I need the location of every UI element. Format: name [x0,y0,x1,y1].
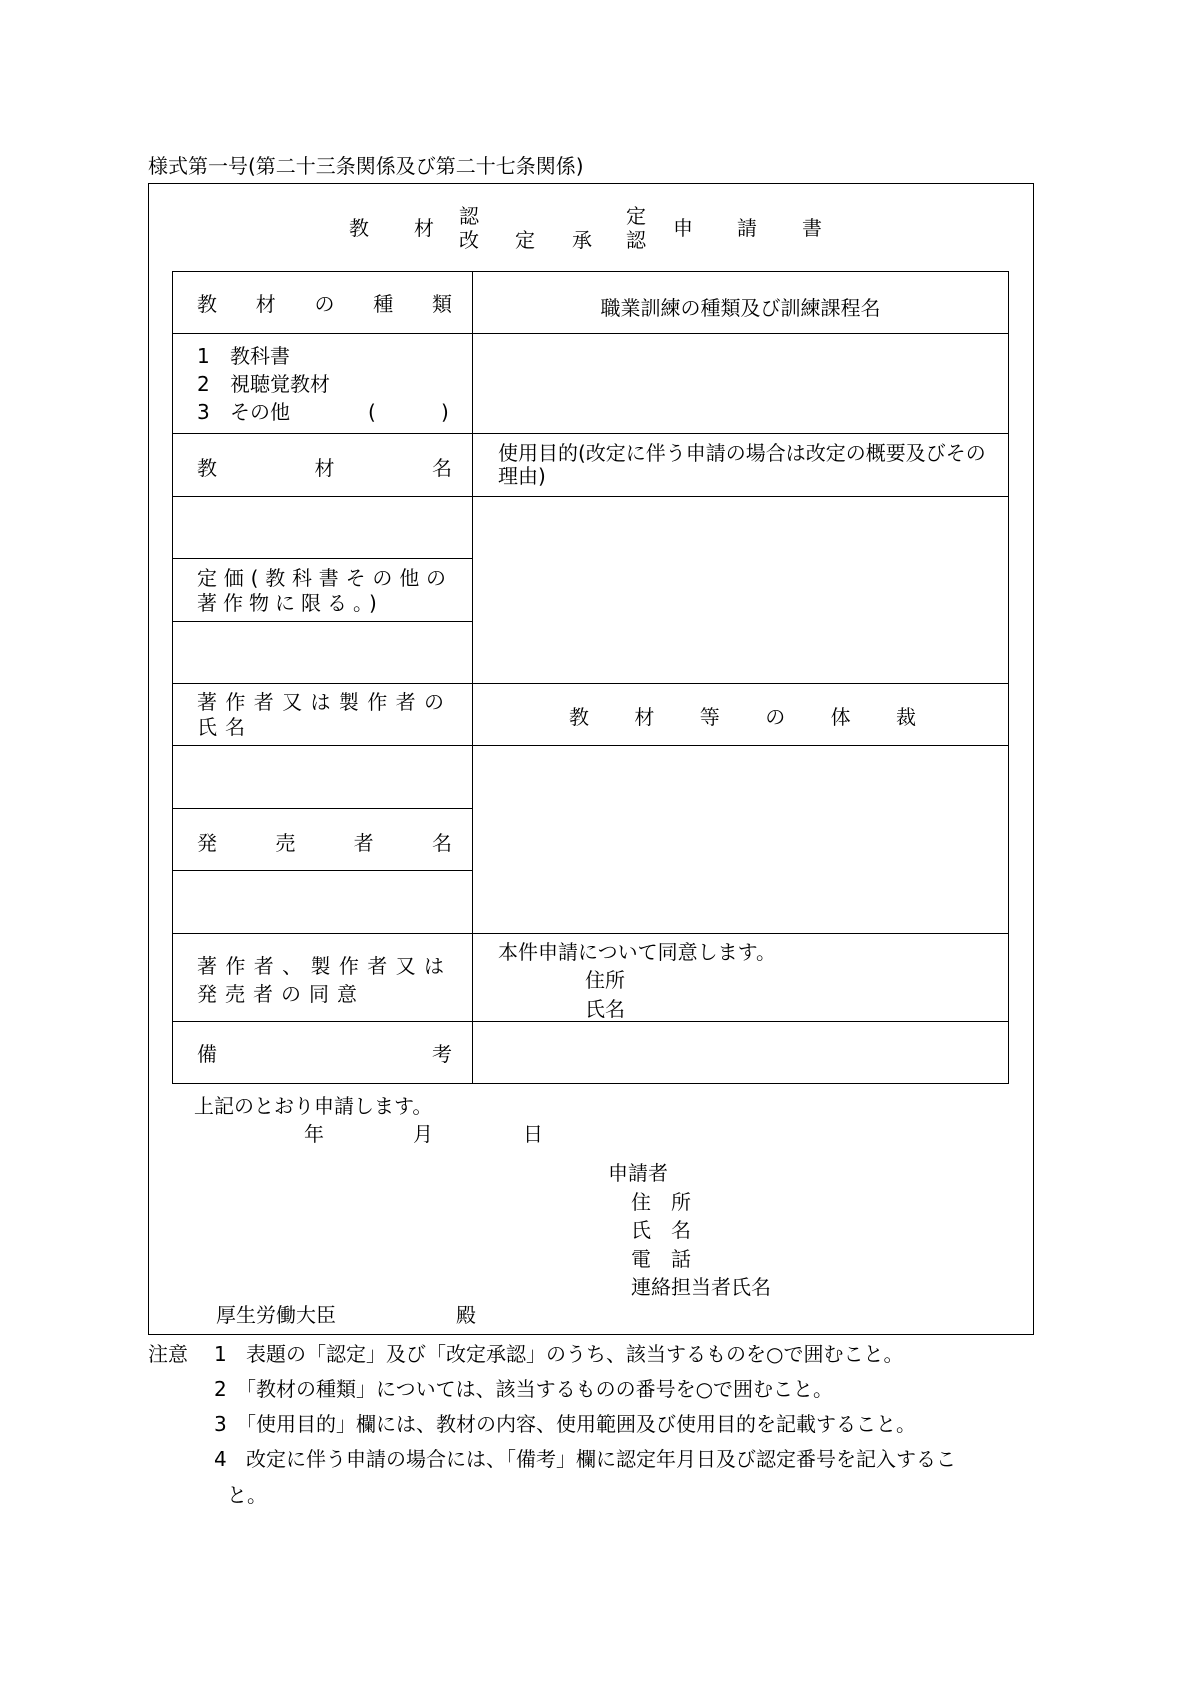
title-char: 請 [737,216,757,240]
format-field[interactable] [472,745,1009,934]
notes-label: 注意 [148,1342,188,1366]
kind-list-cell [172,333,473,434]
kind-number[interactable]: 2 [197,372,210,396]
applicant-name: 氏 名 [631,1218,691,1242]
consent-label: 著作者、製作者又は発売者の同意 [197,954,452,1006]
note-text: 表題の「認定」及び「改定承認」のうち、該当するものを○で囲むこと。 [246,1342,904,1366]
kind-label: 視聴覚教材 [230,372,330,396]
applicant-phone: 電 話 [631,1247,691,1271]
course-field[interactable] [472,333,1009,434]
author-field[interactable] [172,745,473,809]
addressee: 厚生労働大臣 [216,1303,336,1327]
kind-number[interactable]: 3 [197,400,210,424]
kind-header-cell [172,271,473,334]
applicant-label: 申請者 [608,1161,668,1185]
price-label-cell [172,558,473,622]
date-day: 日 [523,1122,543,1146]
applicant-address: 住 所 [631,1190,691,1214]
course-header-cell [472,271,1009,334]
purpose-field[interactable] [472,496,1009,684]
price-label: 定価(教科書その他の著作物に限る。) [197,566,452,615]
format-header: 教材等の体裁 [569,705,916,729]
seller-label: 発売者名 [197,831,452,855]
author-label-cell [172,683,473,746]
material-name-field[interactable] [172,496,473,559]
title-char: 承 [572,228,592,252]
kind-header: 教材の種類 [197,292,452,316]
purpose-header: 使用目的(改定に伴う申請の場合は改定の概要及びその理由) [498,441,986,488]
remarks-field[interactable] [472,1021,1009,1084]
title-char: 書 [802,216,822,240]
course-header: 職業訓練の種類及び訓練課程名 [600,296,881,320]
title-char: 定 [515,228,535,252]
title-char: 教 [349,216,369,240]
title-char: 申 [673,216,693,240]
paren: ( [368,400,376,424]
material-name-label: 教材名 [197,456,452,480]
note-number: 3 [214,1412,227,1436]
note-text: 「使用目的」欄には、教材の内容、使用範囲及び使用目的を記載すること。 [236,1412,916,1436]
consent-text: 本件申請について同意します。 [498,940,776,964]
title-char: 材 [414,216,434,240]
note-text-continued: と。 [227,1483,267,1507]
date-month: 月 [413,1122,433,1146]
title-char: 認 [459,204,479,228]
material-name-label-cell [172,433,473,497]
purpose-header-cell [472,433,1009,497]
consent-field[interactable] [472,933,1009,1022]
kind-number[interactable]: 1 [197,344,210,368]
title-char: 改 [459,228,479,252]
consent-address-label: 住所 [585,968,625,992]
seller-label-cell [172,808,473,871]
price-field[interactable] [172,621,473,684]
seller-field[interactable] [172,870,473,934]
declaration: 上記のとおり申請します。 [194,1094,433,1118]
honorific: 殿 [456,1303,476,1327]
note-number: 2 [214,1377,227,1401]
title-char: 定 [626,204,646,228]
note-number: 1 [214,1342,227,1366]
applicant-contact: 連絡担当者氏名 [631,1275,771,1299]
note-text: 「教材の種類」については、該当するものの番号を○で囲むこと。 [236,1377,834,1401]
consent-name-label: 氏名 [585,997,625,1021]
note-text: 改定に伴う申請の場合には、「備考」欄に認定年月日及び認定番号を記入するこ [246,1447,956,1471]
remarks-label: 備考 [197,1042,452,1066]
title-char: 認 [626,228,646,252]
kind-label: 教科書 [230,344,290,368]
format-header-cell [472,683,1009,746]
paren: ) [441,400,449,424]
form-number: 様式第一号(第二十三条関係及び第二十七条関係) [148,154,584,178]
author-label: 著作者又は製作者の氏名 [197,690,452,739]
kind-label: その他 [230,400,290,424]
note-number: 4 [214,1447,227,1471]
remarks-label-cell [172,1021,473,1084]
consent-label-cell [172,933,473,1022]
date-year: 年 [304,1122,324,1146]
